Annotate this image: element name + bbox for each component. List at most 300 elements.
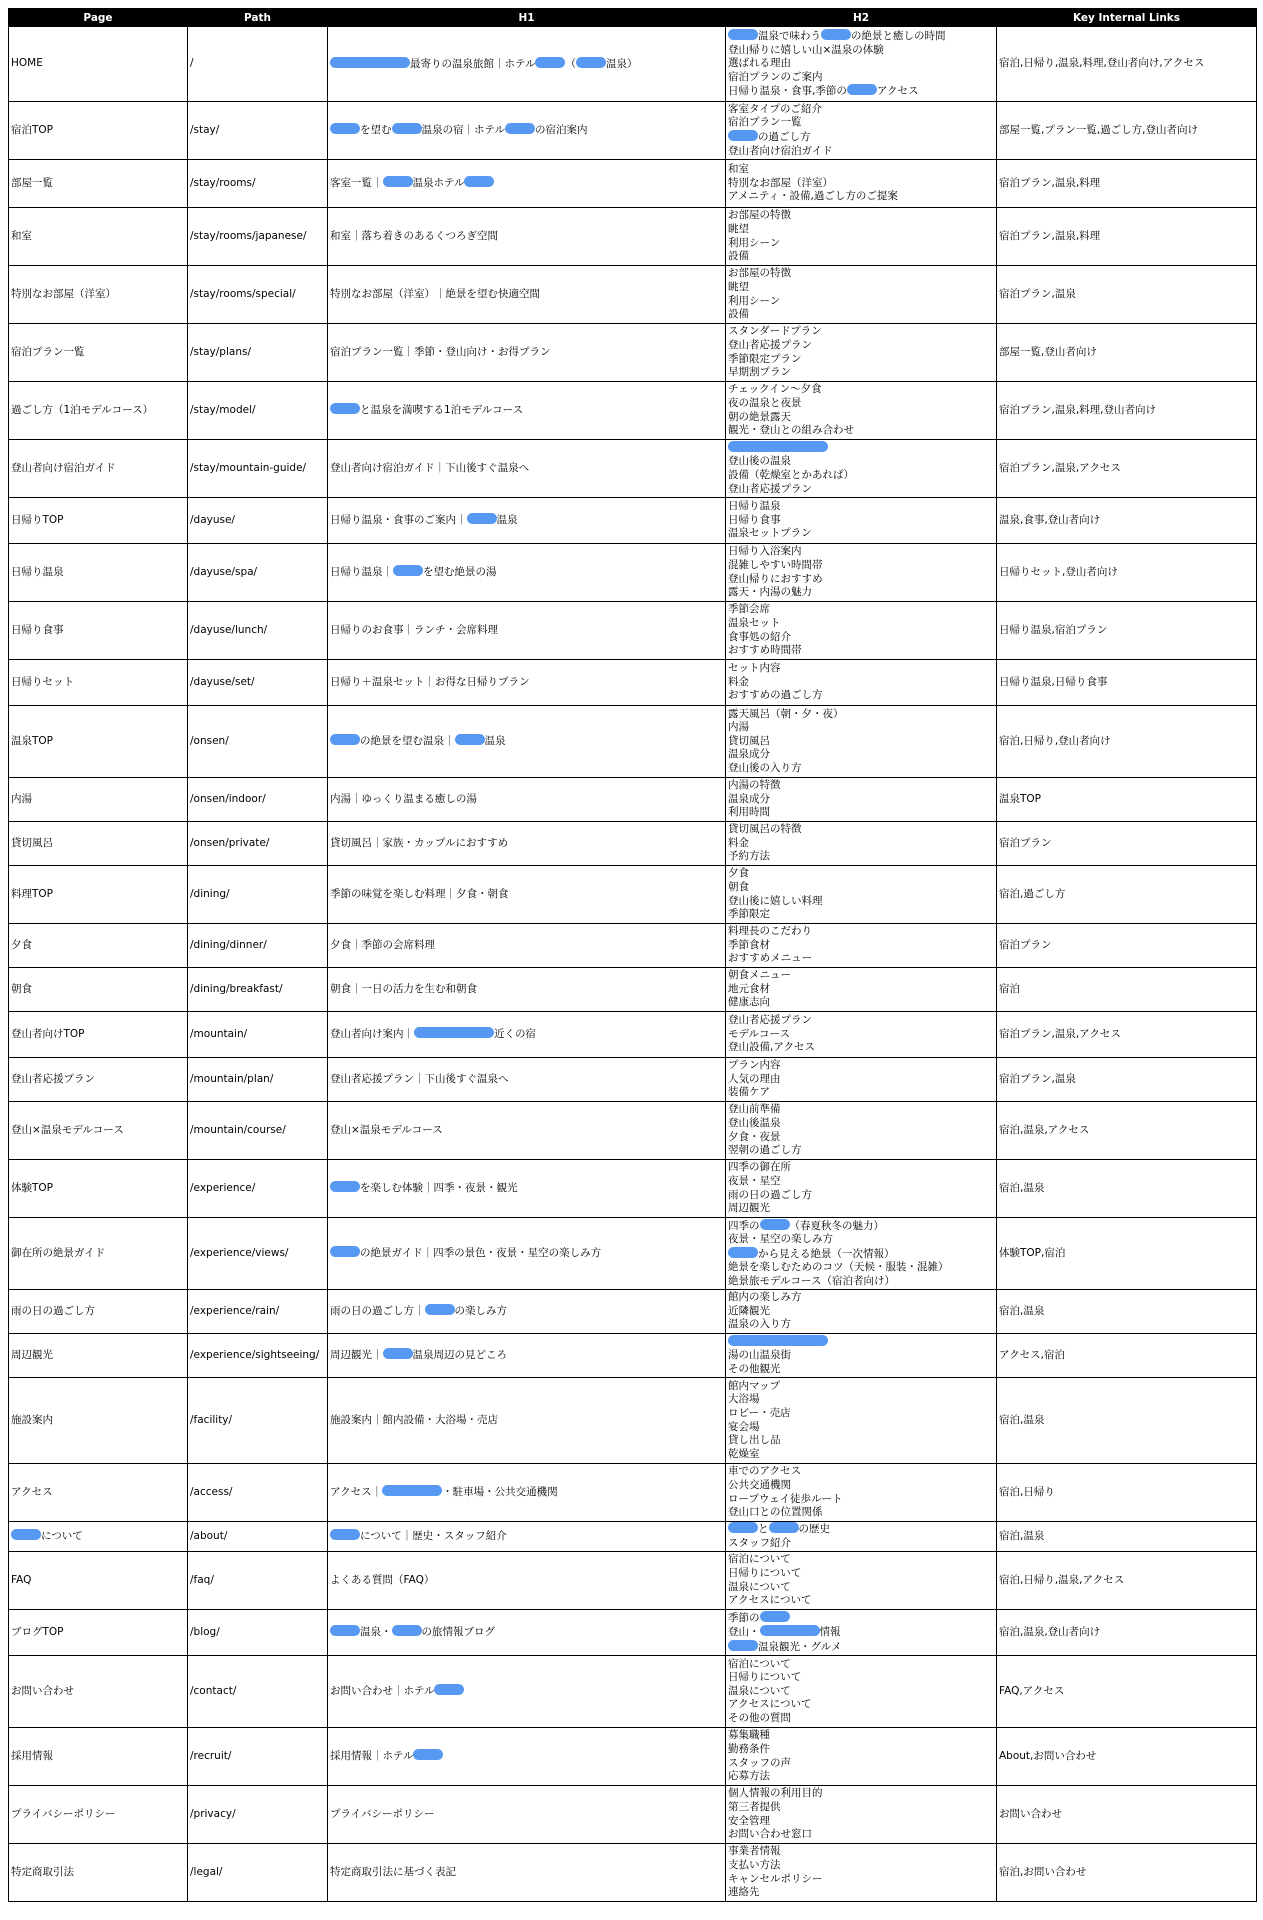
h2-item: 夕食・夜景	[728, 1130, 781, 1143]
cell-page: 内湯	[9, 778, 188, 822]
redaction-mark	[413, 1749, 443, 1760]
h2-item: 季節限定プラン	[728, 352, 802, 365]
h2-item: 日帰りについて	[728, 1671, 802, 1684]
h2-item: 朝食	[728, 880, 749, 893]
h2-item: 日帰り温泉	[728, 500, 781, 513]
cell-key-links: 宿泊,日帰り	[997, 1464, 1257, 1522]
h2-item: 温泉の入り方	[728, 1318, 791, 1331]
cell-path: /dayuse/lunch/	[188, 602, 328, 660]
h2-item: 翌朝の過ごし方	[728, 1144, 802, 1157]
table-row	[9, 1786, 1257, 1844]
h2-item: 登山者応援プラン	[728, 1014, 812, 1027]
cell-h2	[726, 498, 997, 544]
redaction-mark	[505, 123, 535, 134]
cell-path: /about/	[188, 1522, 328, 1552]
cell-path: /dayuse/	[188, 498, 328, 544]
h2-item: 内湯の特徴	[728, 779, 781, 792]
h2-item: 朝食メニュー	[728, 969, 791, 982]
table-row	[9, 660, 1257, 706]
h2-item: スタッフ紹介	[728, 1537, 791, 1549]
h2-item: 健康志向	[728, 996, 770, 1009]
h2-item: 登山設備,アクセス	[728, 1041, 816, 1054]
redaction-mark	[383, 176, 413, 187]
h2-item: 温泉観光・グルメ	[728, 1640, 994, 1655]
cell-h1: 日帰りのお食事｜ランチ・会席料理	[328, 602, 726, 660]
h2-item: 夜景・星空	[728, 1174, 781, 1187]
table-row	[9, 1656, 1257, 1728]
cell-h1: 登山×温泉モデルコース	[328, 1102, 726, 1160]
cell-h1: よくある質問（FAQ）	[328, 1552, 726, 1610]
h2-item: 周辺観光	[728, 1202, 770, 1215]
h2-item: 温泉で味わう の絶景と癒しの時間	[728, 29, 994, 44]
h2-item: おすすめの過ごし方	[728, 689, 823, 702]
cell-h1: 貸切風呂｜家族・カップルにおすすめ	[328, 822, 726, 866]
cell-path: /dining/	[188, 866, 328, 924]
cell-page: ブログTOP	[9, 1610, 188, 1656]
h2-item: 夜景・星空の楽しみ方	[728, 1233, 833, 1246]
h2-item: 事業者情報	[728, 1845, 781, 1858]
h2-item: アメニティ・設備,過ごし方のご提案	[728, 190, 898, 203]
h2-item: 食事処の紹介	[728, 630, 791, 643]
cell-path: /stay/rooms/special/	[188, 266, 328, 324]
table-row	[9, 866, 1257, 924]
h2-item: 選ばれる理由	[728, 57, 791, 70]
cell-key-links: 宿泊プラン,温泉	[997, 266, 1257, 324]
cell-h2	[726, 1290, 997, 1334]
h2-item: 和室	[728, 163, 749, 176]
h2-item: 湯の山温泉街	[728, 1349, 791, 1362]
h2-item: 利用シーン	[728, 236, 781, 249]
cell-h2	[726, 1844, 997, 1902]
h2-item: 貸し出し品	[728, 1434, 781, 1447]
cell-page: 夕食	[9, 924, 188, 968]
cell-h2	[726, 1218, 997, 1290]
table-row	[9, 1728, 1257, 1786]
h2-item: 大浴場	[728, 1393, 760, 1406]
header-key-internal-links: Key Internal Links	[997, 9, 1257, 27]
cell-key-links: 部屋一覧,登山者向け	[997, 324, 1257, 382]
cell-h1: 朝食｜一日の活力を生む和朝食	[328, 968, 726, 1012]
cell-page: 日帰り食事	[9, 602, 188, 660]
table-row	[9, 266, 1257, 324]
cell-h2	[726, 1160, 997, 1218]
cell-key-links: 日帰りセット,登山者向け	[997, 544, 1257, 602]
cell-h1: 特別なお部屋（洋室）｜絶景を望む快適空間	[328, 266, 726, 324]
cell-key-links: 宿泊,過ごし方	[997, 866, 1257, 924]
h2-item: 支払い方法	[728, 1858, 781, 1871]
h2-item: から見える絶景（一次情報）	[728, 1247, 994, 1262]
h2-item: 温泉セット	[728, 616, 781, 629]
cell-h2	[726, 1334, 997, 1378]
h2-item: 料金	[728, 836, 749, 849]
redaction-mark	[847, 84, 877, 95]
redaction-mark	[425, 1304, 455, 1315]
h2-item: 登山帰りにおすすめ	[728, 572, 823, 585]
h2-item: 客室タイプのご紹介	[728, 102, 822, 115]
cell-h2	[726, 1102, 997, 1160]
redaction-mark	[434, 1684, 464, 1695]
h2-item: ロビー・売店	[728, 1406, 791, 1419]
cell-page: 登山×温泉モデルコース	[9, 1102, 188, 1160]
cell-h2	[726, 1786, 997, 1844]
redaction-mark	[330, 1529, 360, 1540]
cell-page: 宿泊プラン一覧	[9, 324, 188, 382]
redaction-mark	[330, 403, 360, 414]
cell-page: 温泉TOP	[9, 706, 188, 778]
cell-h2	[726, 27, 997, 102]
cell-key-links: About,お問い合わせ	[997, 1728, 1257, 1786]
cell-path: /stay/rooms/	[188, 160, 328, 208]
h2-item: 日帰り入浴案内	[728, 545, 802, 558]
cell-path: /dayuse/set/	[188, 660, 328, 706]
redaction-mark	[769, 1522, 799, 1533]
table-row	[9, 324, 1257, 382]
cell-key-links: 宿泊プラン,温泉	[997, 1058, 1257, 1102]
table-row	[9, 822, 1257, 866]
table-row	[9, 440, 1257, 498]
h2-item: 朝の絶景露天	[728, 410, 791, 423]
cell-h1: について｜歴史・スタッフ紹介	[328, 1522, 726, 1552]
cell-page: 体験TOP	[9, 1160, 188, 1218]
cell-key-links: 温泉,食事,登山者向け	[997, 498, 1257, 544]
cell-path: /experience/sightseeing/	[188, 1334, 328, 1378]
cell-page: プライバシーポリシー	[9, 1786, 188, 1844]
table-row	[9, 1464, 1257, 1522]
h2-item: 地元食材	[728, 982, 770, 995]
table-row	[9, 1378, 1257, 1464]
cell-path: /stay/rooms/japanese/	[188, 208, 328, 266]
h2-item: 館内マップ	[728, 1379, 781, 1392]
cell-key-links: 宿泊,温泉	[997, 1522, 1257, 1552]
h2-item: 料理長のこだわり	[728, 925, 812, 938]
h2-item: 早期割プラン	[728, 366, 791, 379]
cell-key-links: 宿泊プラン,温泉,料理,登山者向け	[997, 382, 1257, 440]
cell-h2	[726, 778, 997, 822]
cell-key-links: 宿泊プラン,温泉,アクセス	[997, 440, 1257, 498]
cell-key-links: 宿泊プラン	[997, 924, 1257, 968]
cell-page: について	[9, 1522, 188, 1552]
cell-page: FAQ	[9, 1552, 188, 1610]
cell-page: 貸切風呂	[9, 822, 188, 866]
h2-item: 利用シーン	[728, 294, 781, 307]
cell-h1: 日帰り温泉｜ を望む絶景の湯	[328, 544, 726, 602]
cell-path: /experience/views/	[188, 1218, 328, 1290]
cell-path: /contact/	[188, 1656, 328, 1728]
cell-path: /experience/	[188, 1160, 328, 1218]
h2-item: 日帰り食事	[728, 513, 781, 526]
redaction-mark	[330, 734, 360, 745]
table-row	[9, 924, 1257, 968]
cell-path: /legal/	[188, 1844, 328, 1902]
h2-item: 利用時間	[728, 806, 770, 819]
h2-item: 登山後の温泉	[728, 455, 791, 468]
redaction-mark	[330, 1181, 360, 1192]
h2-item: 設備	[728, 308, 749, 321]
cell-h1: 登山者向け宿泊ガイド｜下山後すぐ温泉へ	[328, 440, 726, 498]
cell-page: アクセス	[9, 1464, 188, 1522]
redaction-mark	[414, 1027, 494, 1038]
h2-item: 日帰り温泉・食事,季節の アクセス	[728, 85, 919, 98]
cell-h1: 季節の味覚を楽しむ料理｜夕食・朝食	[328, 866, 726, 924]
cell-path: /dining/dinner/	[188, 924, 328, 968]
redaction-mark	[392, 123, 422, 134]
cell-h1: の絶景ガイド｜四季の景色・夜景・星空の楽しみ方	[328, 1218, 726, 1290]
cell-h1: 特定商取引法に基づく表記	[328, 1844, 726, 1902]
site-structure-sheet	[8, 8, 1256, 1902]
h2-item: の過ごし方	[728, 130, 994, 145]
h2-item: おすすめ時間帯	[728, 644, 802, 657]
table-row	[9, 102, 1257, 160]
cell-h1: 客室一覧｜ 温泉ホテル	[328, 160, 726, 208]
table-row	[9, 1160, 1257, 1218]
table-row	[9, 544, 1257, 602]
redaction-mark	[330, 1246, 360, 1257]
h2-item: 温泉成分	[728, 748, 770, 761]
cell-path: /onsen/indoor/	[188, 778, 328, 822]
cell-h1: を望む 温泉の宿｜ホテル の宿泊案内	[328, 102, 726, 160]
h2-item: スタンダードプラン	[728, 325, 822, 338]
sitemap-table	[8, 8, 1257, 1902]
h2-item: 宿泊プランのご案内	[728, 70, 823, 83]
h2-item: キャンセルポリシー	[728, 1872, 823, 1885]
h2-item: 登山者向け宿泊ガイド	[728, 144, 833, 157]
h2-item: 人気の理由	[728, 1072, 781, 1085]
cell-h2	[726, 544, 997, 602]
cell-h2	[726, 924, 997, 968]
cell-page: 採用情報	[9, 1728, 188, 1786]
cell-key-links: 宿泊,お問い合わせ	[997, 1844, 1257, 1902]
table-row	[9, 1218, 1257, 1290]
cell-key-links: アクセス,宿泊	[997, 1334, 1257, 1378]
h2-item: 雨の日の過ごし方	[728, 1188, 812, 1201]
cell-key-links: FAQ,アクセス	[997, 1656, 1257, 1728]
cell-path: /stay/mountain-guide/	[188, 440, 328, 498]
cell-key-links: 宿泊プラン,温泉,アクセス	[997, 1012, 1257, 1058]
redaction-mark	[330, 57, 410, 68]
cell-h2	[726, 660, 997, 706]
table-row	[9, 1102, 1257, 1160]
table-row	[9, 1012, 1257, 1058]
cell-page: お問い合わせ	[9, 1656, 188, 1728]
cell-path: /stay/model/	[188, 382, 328, 440]
cell-h1: 内湯｜ゆっくり温まる癒しの湯	[328, 778, 726, 822]
cell-h1: 温泉・ の旅情報ブログ	[328, 1610, 726, 1656]
table-row	[9, 1058, 1257, 1102]
header-h1: H1	[328, 9, 726, 27]
h2-item: 応募方法	[728, 1770, 770, 1783]
cell-h2	[726, 1058, 997, 1102]
h2-item: 第三者提供	[728, 1800, 781, 1813]
header-h2: H2	[726, 9, 997, 27]
h2-item: 混雑しやすい時間帯	[728, 558, 823, 571]
cell-h2	[726, 1522, 997, 1552]
h2-item: 宿泊について	[728, 1553, 791, 1566]
cell-h2	[726, 160, 997, 208]
cell-h2	[726, 382, 997, 440]
h2-item: 内湯	[728, 721, 749, 734]
cell-key-links: 温泉TOP	[997, 778, 1257, 822]
cell-h2	[726, 324, 997, 382]
table-body	[9, 27, 1257, 1902]
table-row	[9, 602, 1257, 660]
header-path: Path	[188, 9, 328, 27]
h2-item: 観光・登山との組み合わせ	[728, 424, 854, 437]
cell-h2	[726, 968, 997, 1012]
cell-h1: を楽しむ体験｜四季・夜景・観光	[328, 1160, 726, 1218]
h2-item: 登山後温泉	[728, 1116, 781, 1129]
cell-page: 部屋一覧	[9, 160, 188, 208]
table-row	[9, 778, 1257, 822]
table-row	[9, 27, 1257, 102]
cell-h2	[726, 602, 997, 660]
redaction-mark	[464, 176, 494, 187]
redaction-mark	[760, 1611, 790, 1622]
h2-item: 料金	[728, 675, 749, 688]
h2-item: おすすめメニュー	[728, 952, 813, 965]
table-row	[9, 1610, 1257, 1656]
redaction-mark	[467, 513, 497, 524]
redaction-mark	[535, 57, 565, 68]
redaction-mark	[11, 1529, 41, 1540]
cell-key-links: 宿泊,温泉,登山者向け	[997, 1610, 1257, 1656]
cell-key-links: 宿泊	[997, 968, 1257, 1012]
cell-h1: アクセス｜ ・駐車場・公共交通機関	[328, 1464, 726, 1522]
cell-page: 過ごし方（1泊モデルコース）	[9, 382, 188, 440]
h2-item: 登山後に嬉しい料理	[728, 894, 823, 907]
cell-h2	[726, 1610, 997, 1656]
cell-path: /blog/	[188, 1610, 328, 1656]
table-row	[9, 968, 1257, 1012]
h2-item: 貸切風呂	[728, 734, 770, 747]
h2-item: 貸切風呂の特徴	[728, 823, 802, 836]
redaction-mark	[728, 1640, 758, 1651]
cell-path: /dayuse/spa/	[188, 544, 328, 602]
redaction-mark	[330, 123, 360, 134]
h2-item: 安全管理	[728, 1814, 770, 1827]
h2-item: 温泉について	[728, 1580, 791, 1593]
cell-h1: お問い合わせ｜ホテル	[328, 1656, 726, 1728]
table-row	[9, 498, 1257, 544]
cell-h2	[726, 1464, 997, 1522]
redaction-mark	[330, 1625, 360, 1636]
h2-item: お部屋の特徴	[728, 209, 791, 222]
cell-key-links: 体験TOP,宿泊	[997, 1218, 1257, 1290]
cell-path: /faq/	[188, 1552, 328, 1610]
h2-item: 勤務条件	[728, 1742, 770, 1755]
cell-key-links: お問い合わせ	[997, 1786, 1257, 1844]
cell-h2	[726, 1012, 997, 1058]
h2-item: 館内の楽しみ方	[728, 1291, 802, 1304]
redaction-mark	[383, 1348, 413, 1359]
cell-h1: 日帰り＋温泉セット｜お得な日帰りプラン	[328, 660, 726, 706]
cell-h2	[726, 822, 997, 866]
cell-h1: 周辺観光｜ 温泉周辺の見どころ	[328, 1334, 726, 1378]
cell-key-links: 宿泊,温泉	[997, 1378, 1257, 1464]
h2-item: セット内容	[728, 662, 781, 675]
redaction-mark	[821, 29, 851, 40]
cell-path: /experience/rain/	[188, 1290, 328, 1334]
cell-h1: 宿泊プラン一覧｜季節・登山向け・お得プラン	[328, 324, 726, 382]
h2-item: 夜の温泉と夜景	[728, 396, 802, 409]
redaction-mark	[760, 1219, 790, 1230]
h2-item: 温泉成分	[728, 792, 770, 805]
table-row	[9, 706, 1257, 778]
h2-item: 日帰りについて	[728, 1566, 802, 1579]
redaction-mark	[382, 1485, 442, 1496]
h2-item: 登山帰りに嬉しい山×温泉の体験	[728, 43, 884, 56]
cell-key-links: 日帰り温泉,宿泊プラン	[997, 602, 1257, 660]
cell-path: /	[188, 27, 328, 102]
cell-h1: と温泉を満喫する1泊モデルコース	[328, 382, 726, 440]
h2-item: 近隣観光	[728, 1304, 770, 1317]
redaction-mark	[728, 1335, 828, 1346]
h2-item: モデルコース	[728, 1027, 790, 1040]
h2-item: 眺望	[728, 280, 749, 293]
h2-item: 絶景を楽しむためのコツ（天候・服装・混雑）	[728, 1261, 949, 1274]
h2-item: 露天・内湯の魅力	[728, 586, 812, 599]
h2-item: 公共交通機関	[728, 1478, 791, 1491]
h2-item	[728, 441, 994, 456]
cell-page: HOME	[9, 27, 188, 102]
cell-key-links: 宿泊,日帰り,温泉,料理,登山者向け,アクセス	[997, 27, 1257, 102]
cell-page: 特定商取引法	[9, 1844, 188, 1902]
cell-key-links: 宿泊,温泉,アクセス	[997, 1102, 1257, 1160]
table-row	[9, 1522, 1257, 1552]
h2-item: お問い合わせ窓口	[728, 1828, 812, 1841]
cell-page: 特別なお部屋（洋室）	[9, 266, 188, 324]
redaction-mark	[728, 130, 758, 141]
h2-item: 特別なお部屋（洋室）	[728, 176, 833, 189]
h2-item: 登山・ 情報	[728, 1626, 841, 1639]
cell-key-links: 部屋一覧,プラン一覧,過ごし方,登山者向け	[997, 102, 1257, 160]
cell-page: 登山者向けTOP	[9, 1012, 188, 1058]
redaction-mark	[760, 1625, 820, 1636]
cell-path: /mountain/plan/	[188, 1058, 328, 1102]
redaction-mark	[576, 57, 606, 68]
h2-item: 登山後の入り方	[728, 761, 802, 774]
cell-h2	[726, 866, 997, 924]
cell-path: /dining/breakfast/	[188, 968, 328, 1012]
table-row	[9, 208, 1257, 266]
table-row	[9, 1844, 1257, 1902]
cell-key-links: 宿泊プラン,温泉,料理	[997, 160, 1257, 208]
h2-item: 設備（乾燥室とかあれば）	[728, 469, 854, 481]
cell-h2	[726, 102, 997, 160]
h2-item: 設備	[728, 250, 749, 263]
cell-page: 料理TOP	[9, 866, 188, 924]
header-page: Page	[9, 9, 188, 27]
h2-item: 連絡先	[728, 1886, 760, 1899]
cell-path: /mountain/course/	[188, 1102, 328, 1160]
redaction-mark	[392, 1625, 422, 1636]
h2-item: 宿泊プラン一覧	[728, 116, 802, 129]
redaction-mark	[728, 29, 758, 40]
cell-key-links: 宿泊,温泉	[997, 1160, 1257, 1218]
cell-h2	[726, 208, 997, 266]
cell-page: 施設案内	[9, 1378, 188, 1464]
table-row	[9, 1334, 1257, 1378]
cell-page: 日帰りTOP	[9, 498, 188, 544]
cell-page: 宿泊TOP	[9, 102, 188, 160]
cell-h1: プライバシーポリシー	[328, 1786, 726, 1844]
h2-item: 宿泊について	[728, 1657, 791, 1670]
cell-page: 登山者応援プラン	[9, 1058, 188, 1102]
cell-key-links: 宿泊,温泉	[997, 1290, 1257, 1334]
h2-item: アクセスについて	[728, 1594, 812, 1607]
cell-key-links: 宿泊プラン,温泉,料理	[997, 208, 1257, 266]
cell-path: /facility/	[188, 1378, 328, 1464]
cell-h1: 最寄りの温泉旅館｜ホテル （ 温泉）	[328, 27, 726, 102]
